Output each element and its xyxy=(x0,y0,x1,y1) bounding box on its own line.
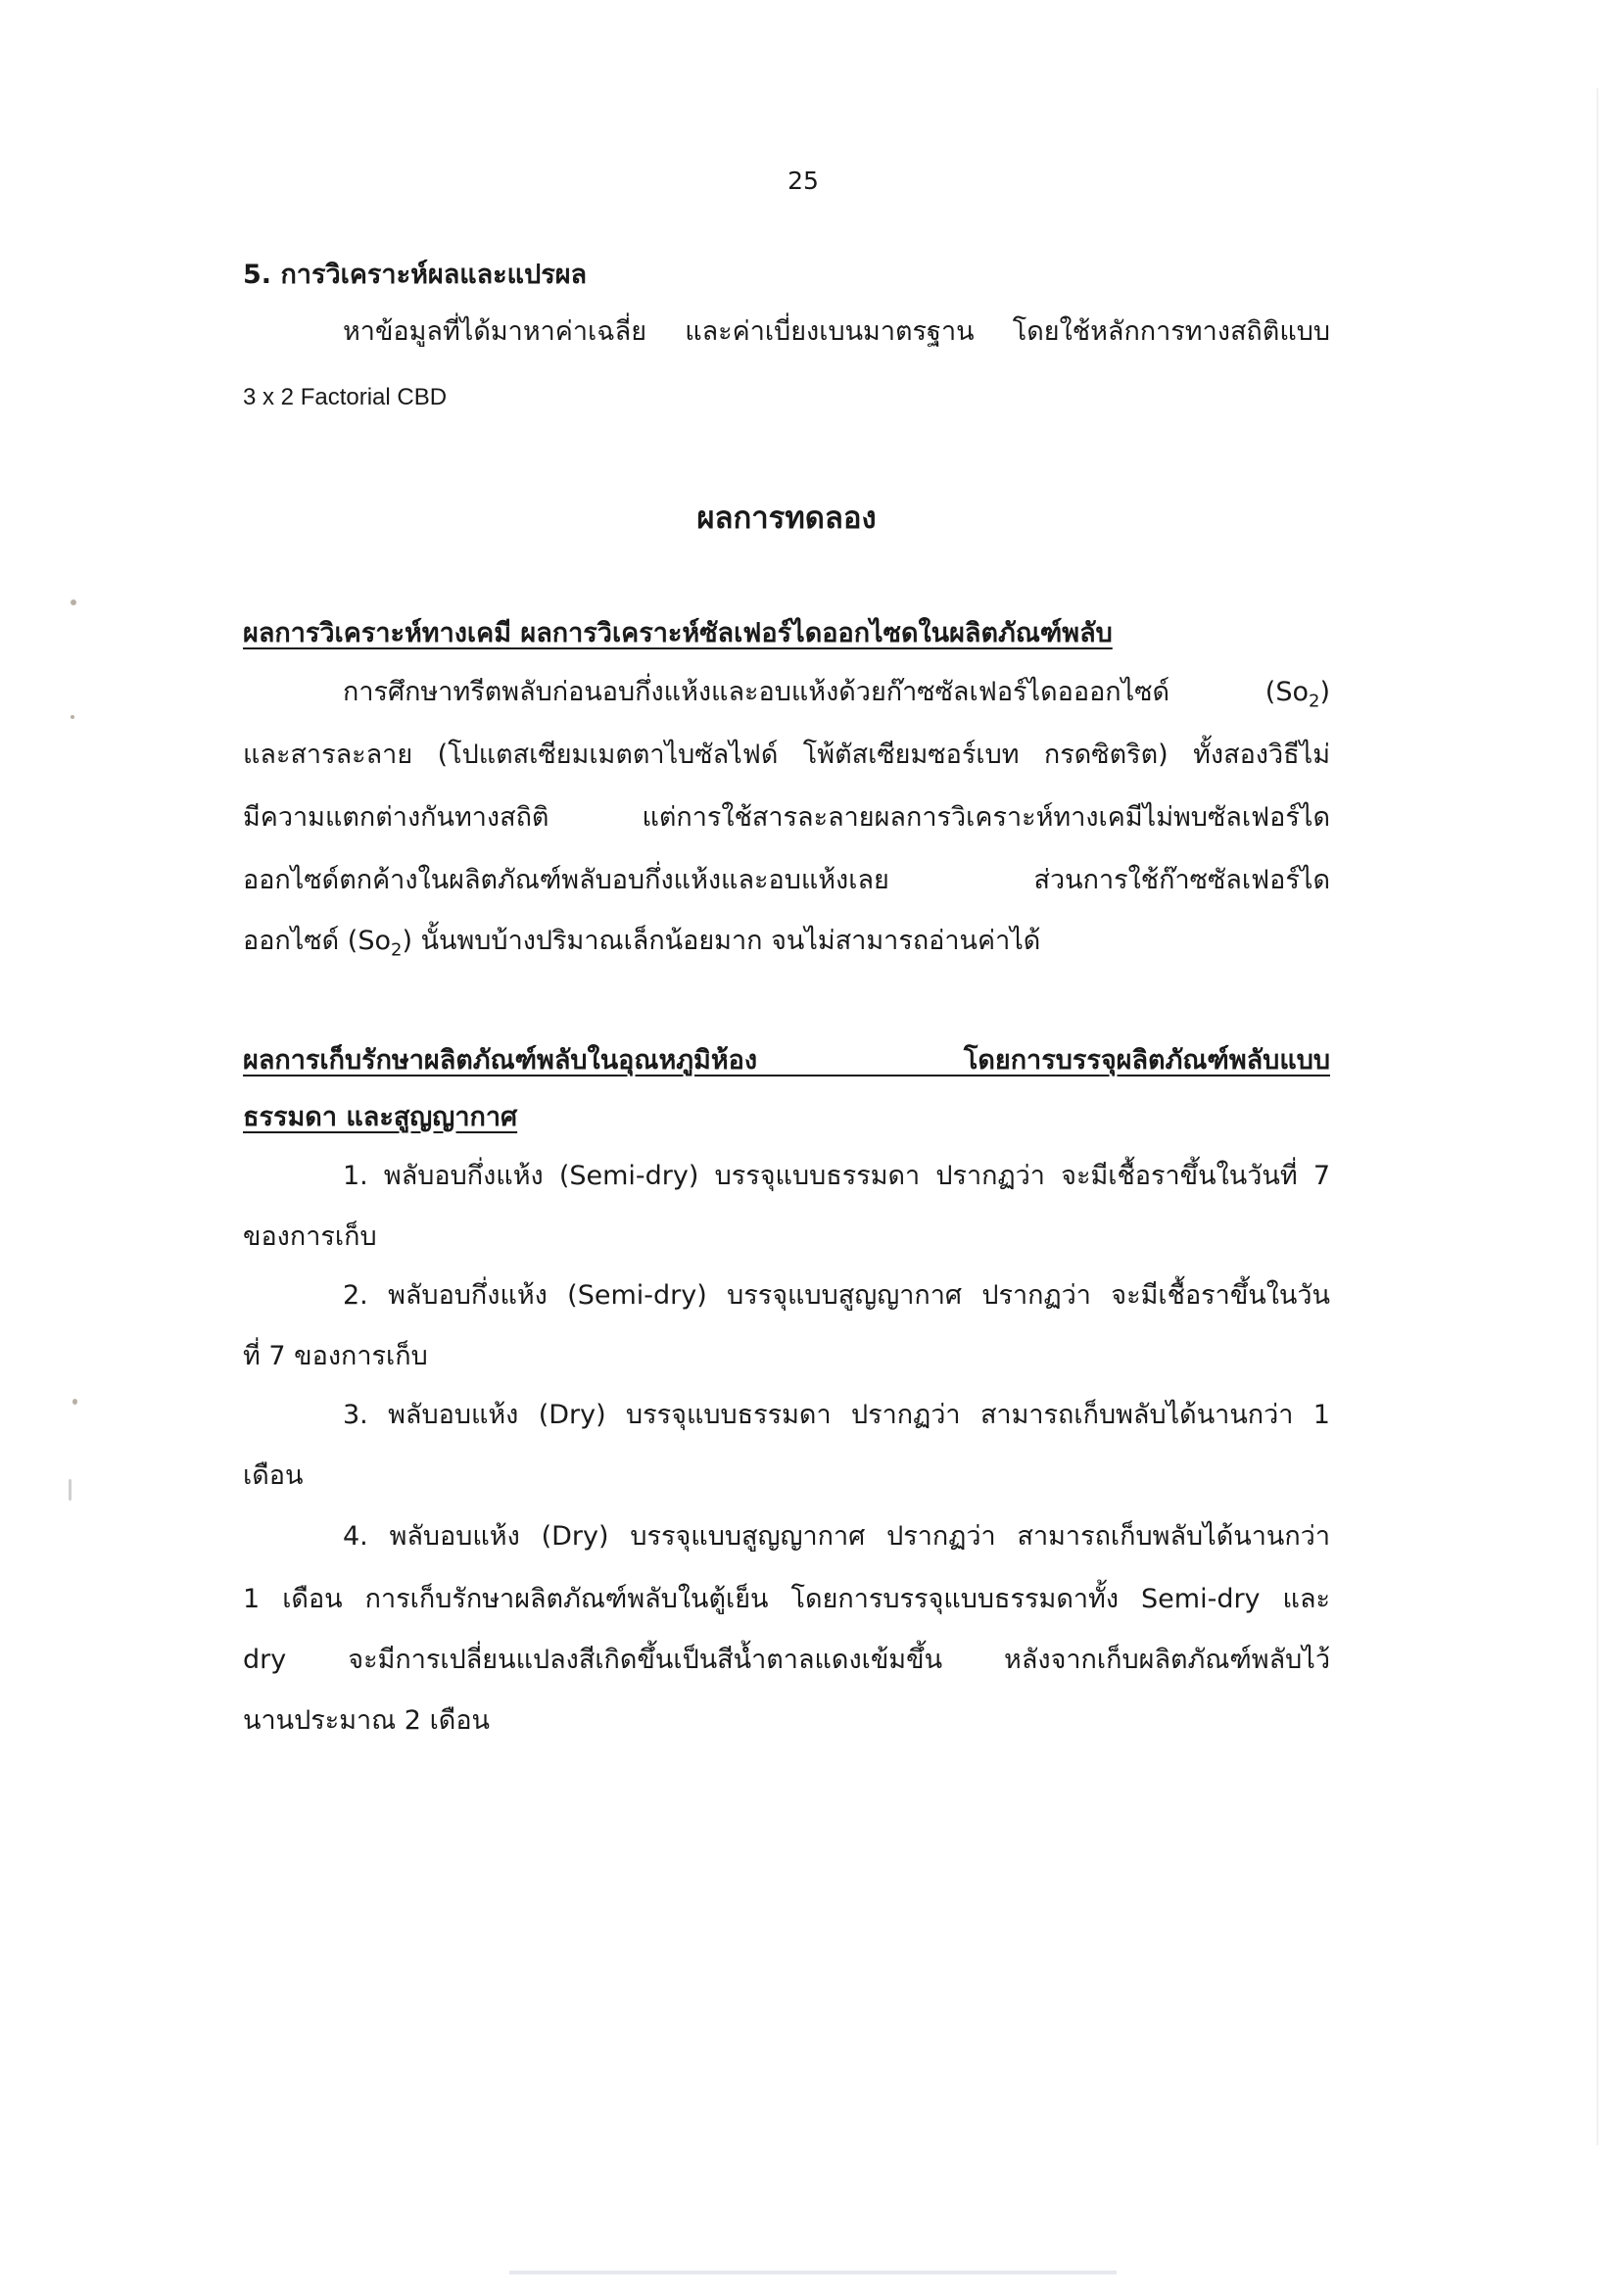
text: นั้นพบบ้างปริมาณเล็กน้อยมาก จนไม่สามารถอ่านค่าได้ xyxy=(412,926,1041,956)
subscript: 2 xyxy=(391,939,403,961)
list-item: 2. พลับอบกึ่งแห้ง (Semi-dry) บรรจุแบบสูญญากาศ ปรากฏว่า จะมีเชื้อราขึ้นในวัน xyxy=(343,1280,1330,1311)
text: ออกไซด์ (So xyxy=(243,926,391,956)
so2-label xyxy=(1265,674,1330,720)
list-item-cont: dry จะมีการเปลี่ยนแปลงสีเกิดขึ้นเป็นสีน้ำตาลแดงเข้มขึ้น หลังจากเก็บผลิตภัณฑ์พลับไว้ xyxy=(243,1645,1330,1675)
paragraph-line: ออกไซด์ตกค้างในผลิตภัณฑ์พลับอบกึ่งแห้งและอบแห้งเลย ส่วนการใช้ก๊าซซัลเฟอร์ได xyxy=(243,865,1330,895)
list-item: 1. พลับอบกึ่งแห้ง (Semi-dry) บรรจุแบบธรรมดา ปรากฏว่า จะมีเชื้อราขึ้นในวันที่ 7 xyxy=(343,1161,1330,1191)
paragraph-line: และสารละลาย (โปแตสเซียมเมตตาไบซัลไฟด์ โพ้ตัสเซียมซอร์เบท กรดซิตริต) ทั้งสองวิธีไม่ xyxy=(243,740,1330,770)
scan-speck xyxy=(72,1399,77,1405)
scan-speck xyxy=(71,599,76,605)
chem-heading: ผลการวิเคราะห์ทางเคมี ผลการวิเคราะห์ซัลเฟอร์ไดออกไซดในผลิตภัณฑ์พลับ xyxy=(243,618,1113,648)
list-item-cont: เดือน xyxy=(243,1460,304,1491)
scan-edge xyxy=(1597,88,1598,2145)
list-item-cont: ของการเก็บ xyxy=(243,1221,377,1252)
paren: ) xyxy=(1319,677,1330,707)
paragraph-line xyxy=(243,378,1330,416)
paragraph-line: หาข้อมูลที่ได้มาหาค่าเฉลี่ย และค่าเบี่ยงเบนมาตรฐาน โดยใช้หลักการทางสถิติแบบ xyxy=(343,316,1330,347)
results-title: ผลการทดลอง xyxy=(696,501,877,536)
chem-line-1: การศึกษาทรีตพลับก่อนอบกึ่งแห้งและอบแห้งด้วยก๊าซซัลเฟอร์ไดอออกไซด์ xyxy=(343,677,1170,707)
scan-bottom-artifact xyxy=(509,2271,1117,2274)
page-number: 25 xyxy=(787,167,819,195)
design-text: 3 x 2 Factorial CBD xyxy=(243,384,448,410)
paragraph-line: มีความแตกต่างกันทางสถิติ แต่การใช้สารละลายผลการวิเคราะห์ทางเคมีไม่พบซัลเฟอร์ได xyxy=(243,802,1330,833)
list-item: 3. พลับอบแห้ง (Dry) บรรจุแบบธรรมดา ปรากฏว่า สามารถเก็บพลับได้นานกว่า 1 xyxy=(343,1400,1330,1430)
storage-heading: ผลการเก็บรักษาผลิตภัณฑ์พลับในอุณหภูมิห้อง โดยการบรรจุผลิตภัณฑ์พลับแบบ xyxy=(243,1045,1330,1076)
storage-heading-cont: ธรรมดา และสูญญากาศ xyxy=(243,1102,518,1132)
scan-speck xyxy=(69,1479,72,1501)
section-title: 5. การวิเคราะห์ผลและแปรผล xyxy=(243,260,588,290)
list-item: 4. พลับอบแห้ง (Dry) บรรจุแบบสูญญากาศ ปรากฏว่า สามารถเก็บพลับได้นานกว่า xyxy=(343,1521,1330,1552)
scan-speck xyxy=(71,715,74,719)
list-item-cont: นานประมาณ 2 เดือน xyxy=(243,1705,491,1736)
paren: ) xyxy=(402,926,412,956)
so-text: (So xyxy=(1264,677,1309,707)
list-item-cont: 1 เดือน การเก็บรักษาผลิตภัณฑ์พลับในตู้เย็น โดยการบรรจุแบบธรรมดาทั้ง Semi-dry และ xyxy=(243,1584,1330,1614)
list-item-cont: ที่ 7 ของการเก็บ xyxy=(243,1341,428,1371)
paragraph-line xyxy=(243,923,1330,969)
subscript: 2 xyxy=(1309,691,1320,712)
paragraph-line xyxy=(343,674,1330,711)
